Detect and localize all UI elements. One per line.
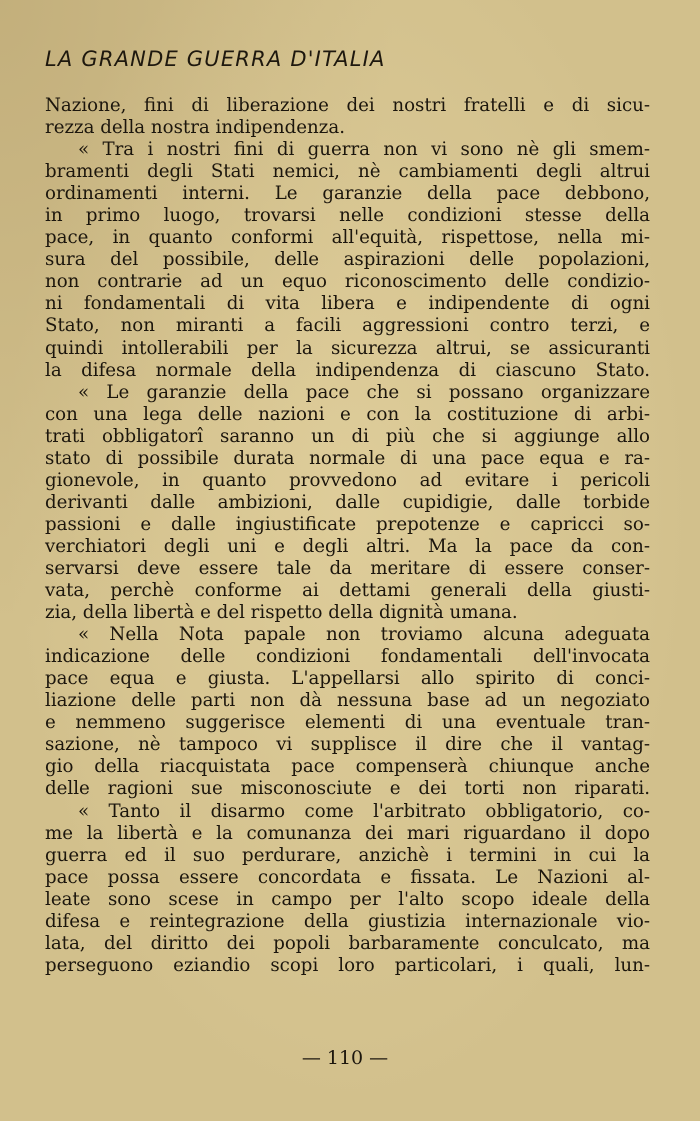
text-line: liazione delle parti non dà nessuna base ad un negoziato — [45, 690, 650, 712]
text-line: pace equa e giusta. L'appellarsi allo spirito di conci- — [45, 668, 650, 690]
text-line: non contrarie ad un equo riconoscimento delle condizio- — [45, 271, 650, 293]
text-line: zia, della libertà e del rispetto della dignità umana. — [45, 602, 518, 624]
text-line: difesa e reintegrazione della giustizia internazionale vio- — [45, 910, 650, 932]
text-line: Stato, non miranti a facili aggressioni contro terzi, e — [45, 315, 650, 337]
text-line: perseguono eziandio scopi loro particolari, i quali, lun- — [45, 954, 650, 976]
text-line: vata, perchè conforme ai dettami generali della giusti- — [45, 580, 650, 602]
text-line: ordinamenti interni. Le garanzie della pace debbono, — [45, 183, 650, 205]
text-line: rezza della nostra indipendenza. — [45, 117, 345, 139]
text-line: me la libertà e la comunanza dei mari riguardano il dopo — [45, 822, 650, 844]
text-line: leate sono scese in campo per l'alto scopo ideale della — [45, 888, 650, 910]
text-line: guerra ed il suo perdurare, anzichè i termini in cui la — [45, 844, 650, 866]
page-number: — 110 — — [301, 1047, 389, 1069]
text-line: e nemmeno suggerisce elementi di una eventuale tran- — [45, 712, 650, 734]
text-line: stato di possibile durata normale di una pace equa e ra- — [45, 447, 650, 469]
text-line: ni fondamentali di vita libera e indipendente di ogni — [45, 293, 650, 315]
text-line: « Tanto il disarmo come l'arbitrato obbligatorio, co- — [78, 800, 650, 822]
text-line: la difesa normale della indipendenza di ciascuno Stato. — [45, 359, 650, 381]
text-line: quindi intollerabili per la sicurezza altrui, se assicuranti — [45, 337, 650, 359]
text-line: servarsi deve essere tale da meritare di essere conser- — [45, 557, 650, 579]
text-line: passioni e dalle ingiustificate prepotenze e capricci so- — [45, 513, 650, 535]
text-line: Nazione, fini di liberazione dei nostri fratelli e di sicu- — [45, 95, 650, 116]
running-title: LA GRANDE GUERRA D'ITALIA — [45, 47, 386, 71]
text-line: pace possa essere concordata e fissata. Le Nazioni al- — [45, 866, 650, 888]
text-line: « Le garanzie della pace che si possano organizzare — [78, 381, 650, 403]
body-text — [45, 95, 650, 977]
text-line: indicazione delle condizioni fondamentali dell'invocata — [45, 646, 650, 668]
text-line: verchiatori degli uni e degli altri. Ma la pace da con- — [45, 535, 650, 557]
text-line: sura del possibile, delle aspirazioni delle popolazioni, — [45, 249, 650, 271]
text-line: lata, del diritto dei popoli barbaramente conculcato, ma — [45, 932, 650, 954]
text-line: delle ragioni sue misconosciute e dei torti non riparati. — [45, 778, 650, 800]
text-line: « Tra i nostri fini di guerra non vi sono nè gli smem- — [78, 139, 650, 161]
text-line: gionevole, in quanto provvedono ad evitare i pericoli — [45, 469, 650, 491]
text-line: pace, in quanto conformi all'equità, rispettose, nella mi- — [45, 227, 650, 249]
text-line: « Nella Nota papale non troviamo alcuna adeguata — [78, 624, 650, 646]
text-line: in primo luogo, trovarsi nelle condizioni stesse della — [45, 205, 650, 227]
text-line: bramenti degli Stati nemici, nè cambiamenti degli altrui — [45, 161, 650, 183]
text-line: sazione, nè tampoco vi supplisce il dire che il vantag- — [45, 734, 650, 756]
text-line: con una lega delle nazioni e con la costituzione di arbi- — [45, 403, 650, 425]
text-line: derivanti dalle ambizioni, dalle cupidigie, dalle torbide — [45, 491, 650, 513]
text-line: gio della riacquistata pace compenserà chiunque anche — [45, 756, 650, 778]
text-line: trati obbligatorî saranno un di più che si aggiunge allo — [45, 425, 650, 447]
